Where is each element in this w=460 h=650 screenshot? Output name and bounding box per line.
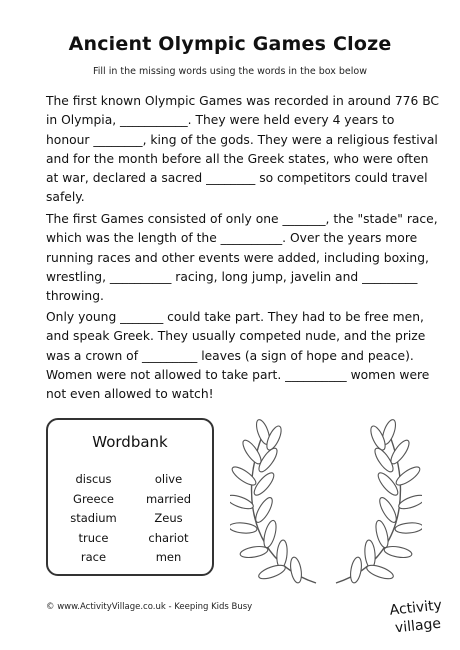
paragraph-text: The first Games consisted of only one _______, the "stade" race, which was the length of the __________. Over the years more running races and other events were added, including boxing, wrestling, __________ racing, long jump, javelin and _________ throwing. [46, 212, 438, 304]
instructions: Fill in the missing words using the words in the box below [92, 66, 367, 77]
page-title: Ancient Olympic Games Cloze [68, 33, 392, 55]
wordbank-title: Wordbank [92, 433, 168, 451]
svg-text:village: village [394, 615, 442, 636]
svg-text:Activity: Activity [388, 597, 443, 619]
wordbank-box [46, 418, 214, 576]
activity-village-logo [384, 596, 448, 636]
wordbank-word: married [145, 491, 192, 506]
paragraph-3 [46, 308, 441, 404]
olive-wreath-icon [230, 418, 422, 593]
wordbank-word: stadium [70, 511, 117, 525]
wordbank-word: olive [154, 472, 183, 486]
copyright-footer: © www.ActivityVillage.co.uk - Keeping Kids Busy [46, 602, 253, 612]
wordbank-word: race [80, 550, 107, 564]
paragraph-text: Only young _______ could take part. They had to be free men, and speak Greek. They usually competed nude, and the prize was a crown of _________ leaves (a sign of hope and peace). Women were not allowed to take part. __________ women were not even allowed to watch! [46, 310, 430, 402]
wordbank-word: truce [78, 530, 109, 545]
wordbank-word: men [155, 550, 182, 564]
wordbank-word: chariot [148, 530, 189, 545]
paragraph-1 [46, 92, 441, 208]
paragraph-text: The first known Olympic Games was recorded in around 776 BC in Olympia, ___________. They were held every 4 years to honour ________, king of the gods. They were a religious festival and for the month before all the Greek states, who were often at war, declared a sacred ________ so competitors could travel safely. [46, 94, 440, 205]
paragraph-2 [46, 210, 441, 306]
wordbank-word: Zeus [154, 511, 183, 525]
wordbank-word: discus [75, 472, 112, 486]
wordbank-grid [56, 470, 206, 568]
wordbank-word: Greece [73, 491, 114, 506]
